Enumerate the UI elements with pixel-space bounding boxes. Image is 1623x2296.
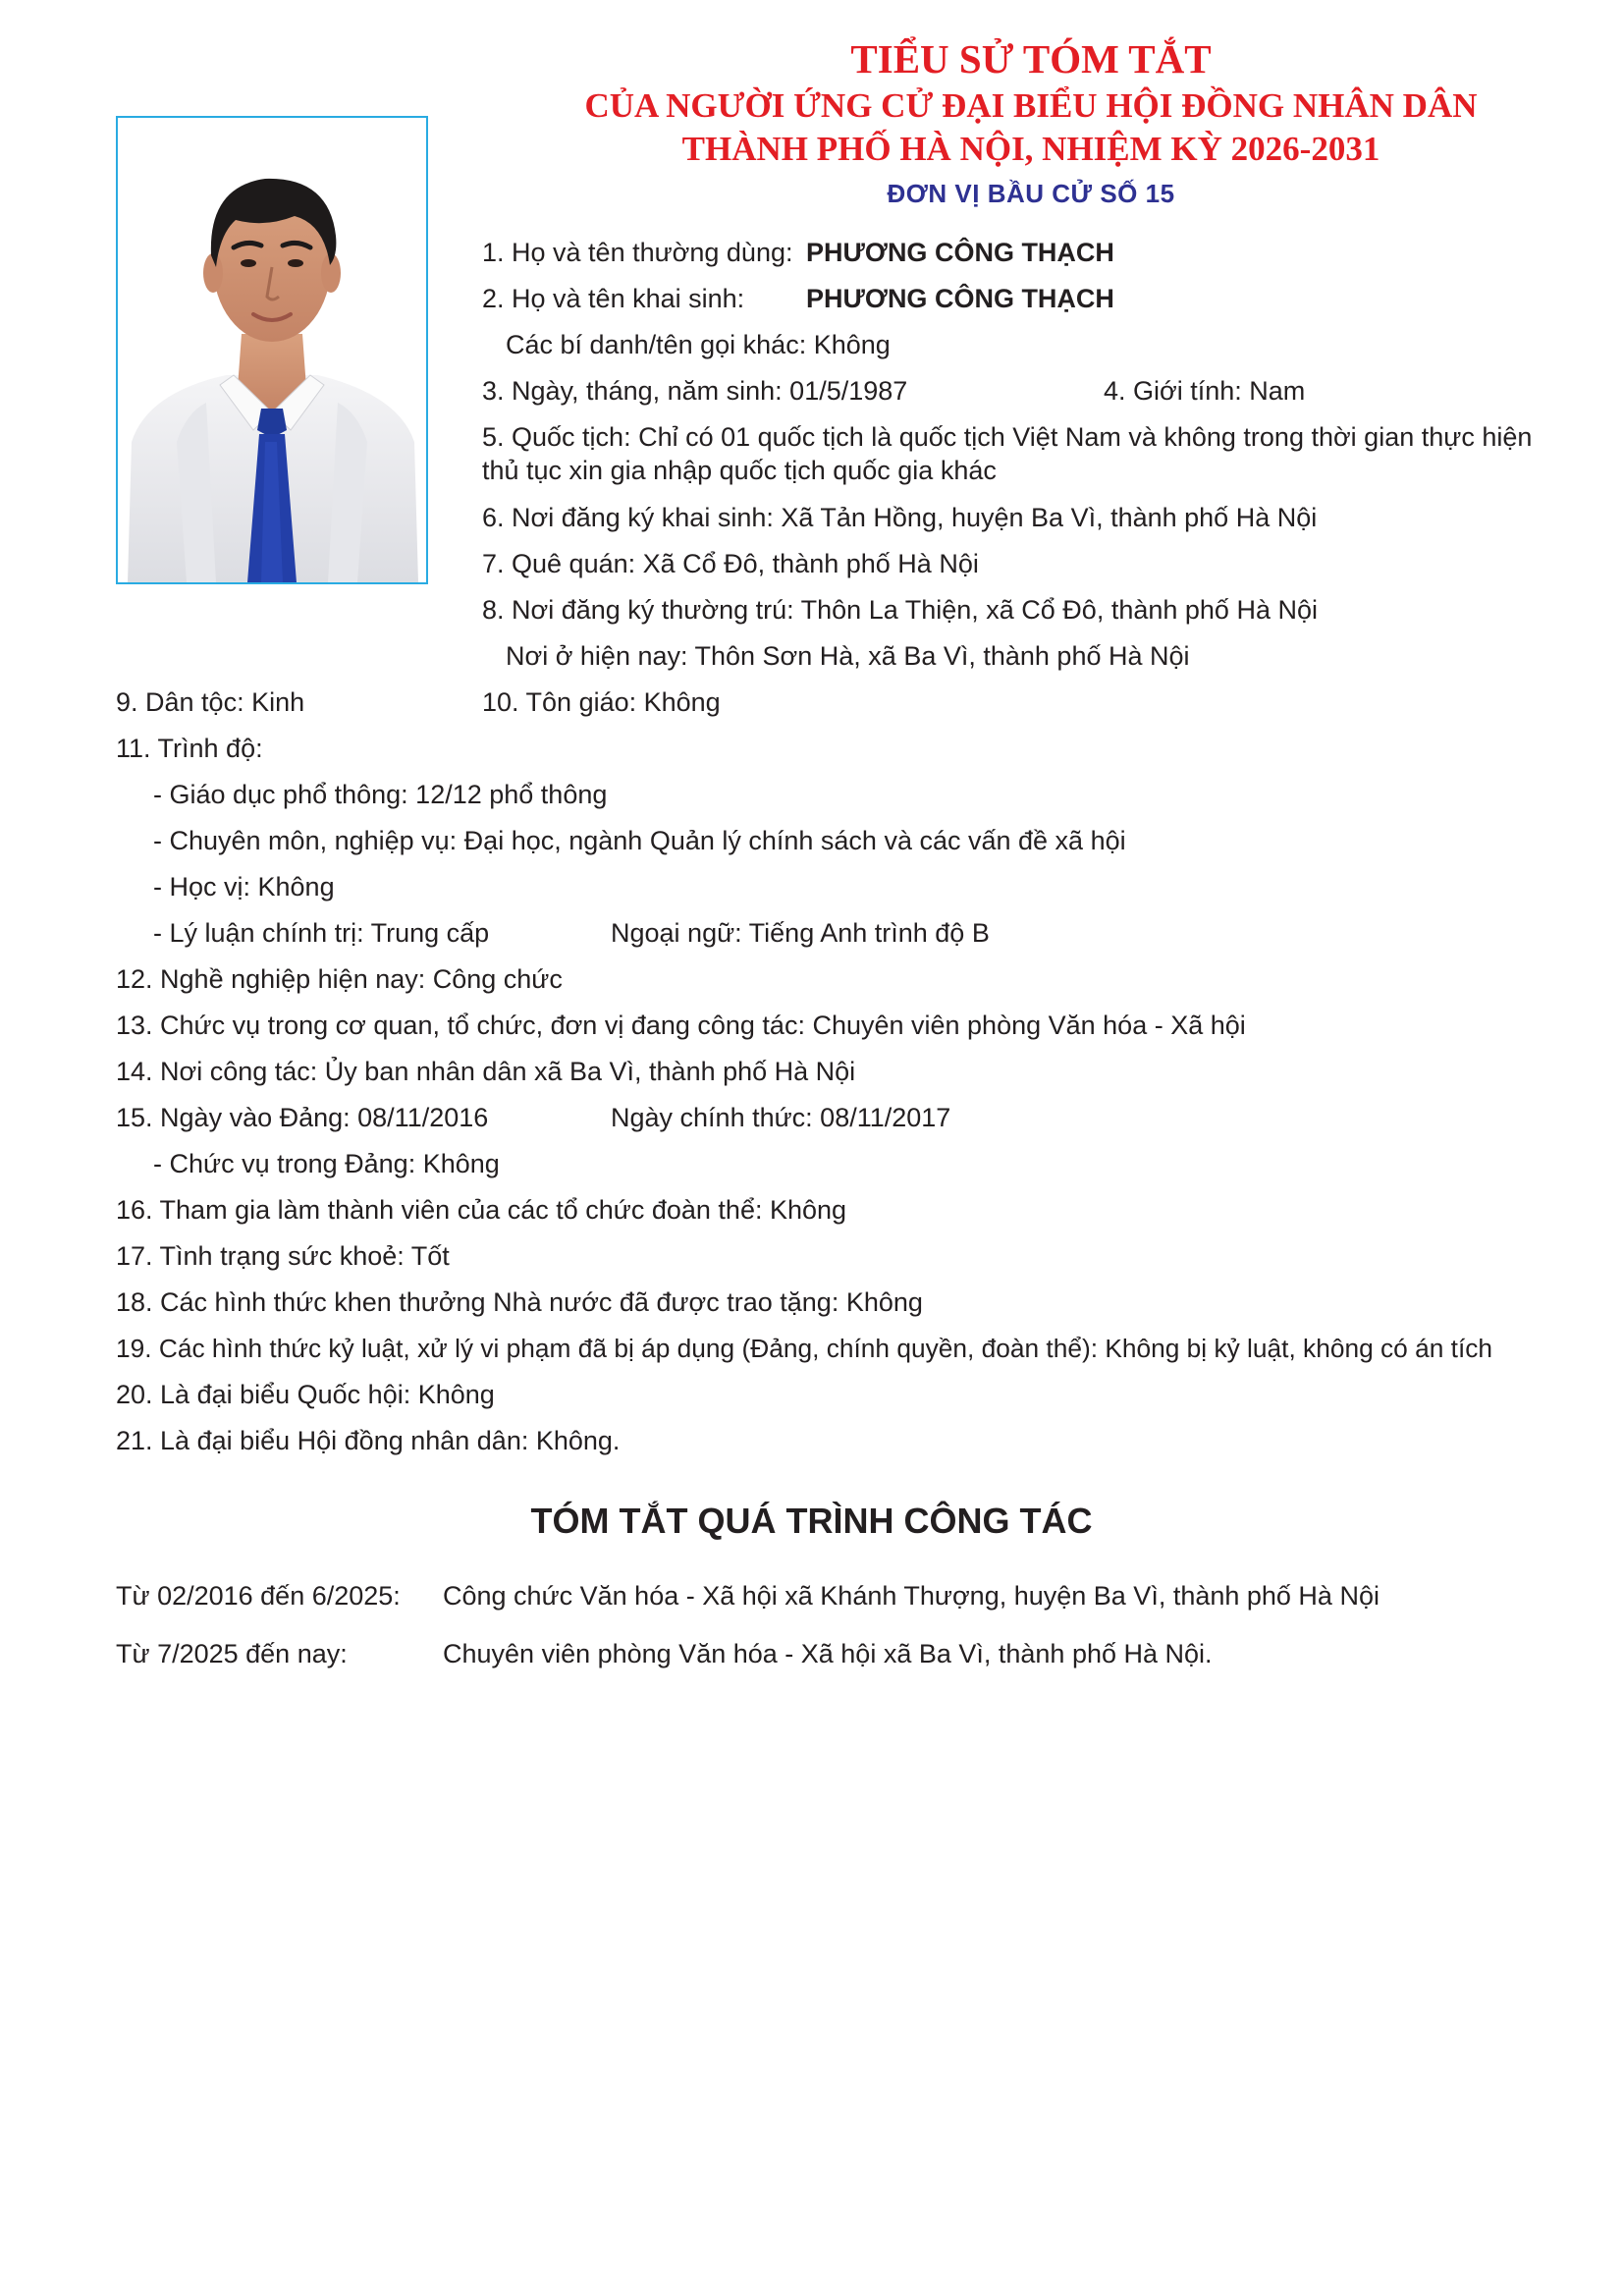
field-birth-name-value: PHƯƠNG CÔNG THẠCH [806,284,1114,313]
document-title: TIỂU SỬ TÓM TẮT [850,36,1212,82]
field-awards: 18. Các hình thức khen thưởng Nhà nước đã được trao tặng: Không [116,1287,923,1317]
field-national-assembly-delegate: 20. Là đại biểu Quốc hội: Không [116,1380,495,1409]
field-nationality-line-1: 5. Quốc tịch: Chỉ có 01 quốc tịch là quốc tịch Việt Nam và không trong thời gian thực hiện [482,422,1533,452]
field-organizations: 16. Tham gia làm thành viên của các tổ chức đoàn thể: Không [116,1195,847,1225]
field-position: 13. Chức vụ trong cơ quan, tổ chức, đơn vị đang công tác: Chuyên viên phòng Văn hóa - Xã hội [116,1011,1246,1040]
field-date-of-birth: 3. Ngày, tháng, năm sinh: 01/5/1987 [482,376,908,406]
field-workplace: 14. Nơi công tác: Ủy ban nhân dân xã Ba Vì, thành phố Hà Nội [116,1057,856,1086]
document-subtitle-2: THÀNH PHỐ HÀ NỘI, NHIỆM KỲ 2026-2031 [681,130,1380,168]
field-gender: 4. Giới tính: Nam [1104,376,1306,406]
field-party-join-date: 15. Ngày vào Đảng: 08/11/2016 [116,1103,489,1132]
field-academic-degree: - Học vị: Không [153,872,335,902]
field-discipline: 19. Các hình thức kỷ luật, xử lý vi phạm đã bị áp dụng (Đảng, chính quyền, đoàn thể): Không bị kỷ luật, không có án tích [116,1334,1493,1363]
field-hometown: 7. Quê quán: Xã Cổ Đô, thành phố Hà Nội [482,549,979,578]
field-education-heading: 11. Trình độ: [116,734,263,763]
document-subtitle-1: CỦA NGƯỜI ỨNG CỬ ĐẠI BIỂU HỘI ĐỒNG NHÂN DÂN [584,86,1478,125]
field-occupation: 12. Nghề nghiệp hiện nay: Công chức [116,964,563,994]
electoral-unit: ĐƠN VỊ BẦU CỬ SỐ 15 [887,179,1175,208]
field-health: 17. Tình trạng sức khoẻ: Tốt [116,1241,450,1271]
career-period: Từ 7/2025 đến nay: [116,1639,348,1668]
career-period: Từ 02/2016 đến 6/2025: [116,1581,401,1611]
career-description: Chuyên viên phòng Văn hóa - Xã hội xã Ba Vì, thành phố Hà Nội. [443,1639,1213,1668]
field-ethnicity: 9. Dân tộc: Kinh [116,687,305,717]
field-party-official-date: Ngày chính thức: 08/11/2017 [611,1103,951,1132]
field-foreign-language: Ngoại ngữ: Tiếng Anh trình độ B [611,918,990,948]
field-birth-name-label: 2. Họ và tên khai sinh: [482,284,745,313]
field-general-education: - Giáo dục phổ thông: 12/12 phổ thông [153,780,608,809]
field-current-residence: Nơi ở hiện nay: Thôn Sơn Hà, xã Ba Vì, thành phố Hà Nội [506,641,1190,671]
field-alias: Các bí danh/tên gọi khác: Không [506,330,891,359]
field-religion: 10. Tôn giáo: Không [482,687,721,717]
career-description: Công chức Văn hóa - Xã hội xã Khánh Thượng, huyện Ba Vì, thành phố Hà Nội [443,1581,1380,1611]
field-professional-education: - Chuyên môn, nghiệp vụ: Đại học, ngành Quản lý chính sách và các vấn đề xã hội [153,826,1126,855]
field-permanent-residence: 8. Nơi đăng ký thường trú: Thôn La Thiện, xã Cổ Đô, thành phố Hà Nội [482,595,1318,625]
field-birth-registration: 6. Nơi đăng ký khai sinh: Xã Tản Hồng, huyện Ba Vì, thành phố Hà Nội [482,503,1318,532]
field-common-name-value: PHƯƠNG CÔNG THẠCH [806,238,1114,267]
career-section-heading: TÓM TẮT QUÁ TRÌNH CÔNG TÁC [530,1501,1093,1541]
candidate-portrait [116,116,428,584]
field-political-theory: - Lý luận chính trị: Trung cấp [153,918,490,948]
field-nationality-line-2: thủ tục xin gia nhập quốc tịch quốc gia khác [482,456,997,485]
field-party-position: - Chức vụ trong Đảng: Không [153,1149,500,1178]
field-common-name-label: 1. Họ và tên thường dùng: [482,238,793,267]
field-council-delegate: 21. Là đại biểu Hội đồng nhân dân: Không. [116,1426,621,1455]
